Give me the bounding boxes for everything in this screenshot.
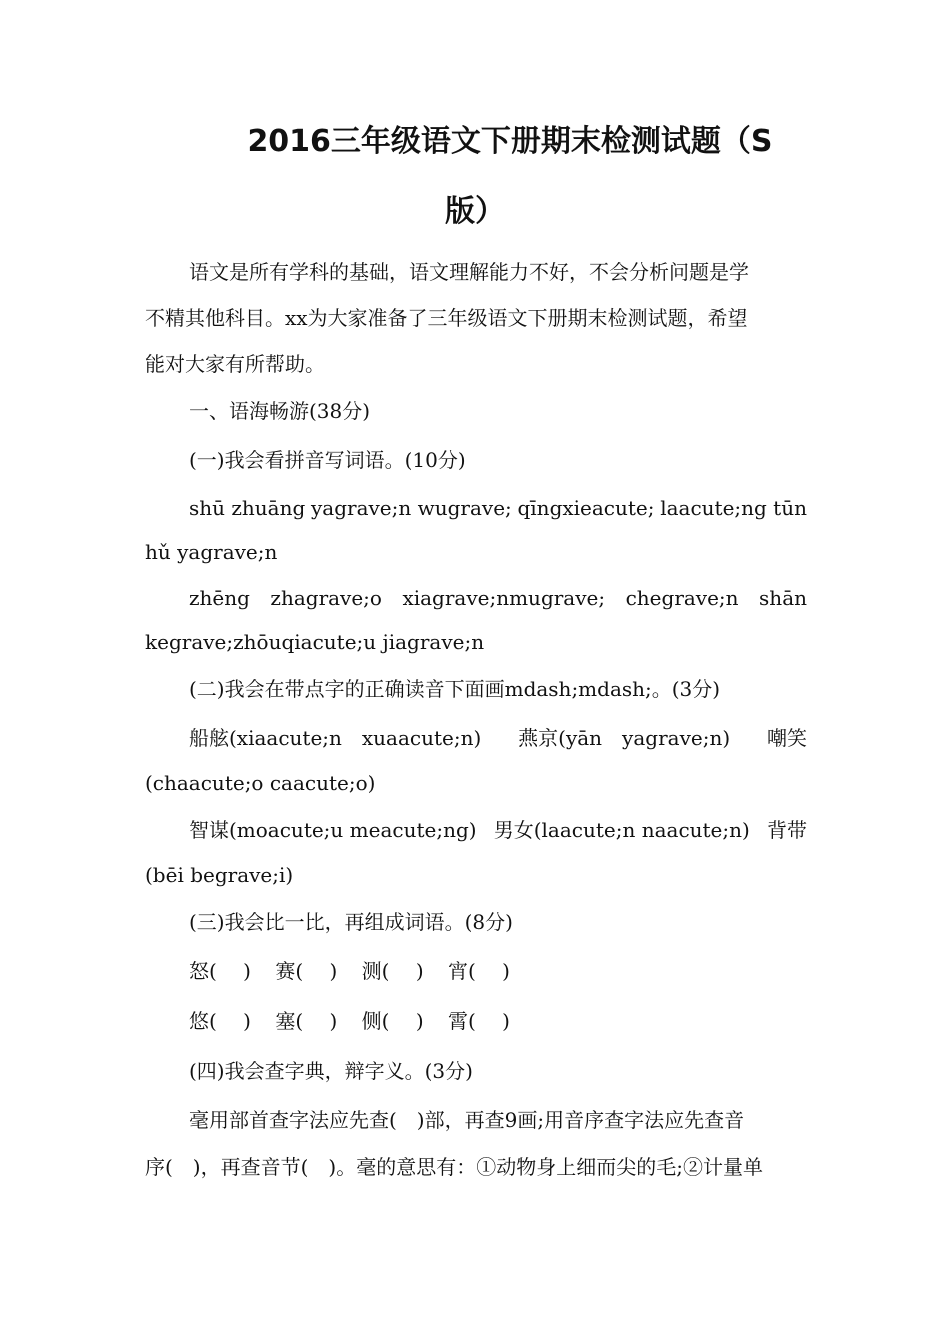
reading-item: 男女(laacute;n naacute;n): [493, 818, 750, 842]
question-4-line-2: 序( )，再查音节( )。毫的意思有：①动物身上细而尖的毛;②计量单: [145, 1155, 763, 1179]
section-heading: 一、语海畅游(38分): [189, 399, 371, 423]
pinyin-item: yagrave;n wugrave;: [311, 496, 512, 520]
compare-item: 侧( ): [361, 1009, 424, 1033]
pinyin-row-1: [189, 494, 807, 522]
compare-item: 怒( ): [189, 959, 251, 983]
pinyin-item: shū zhuāng: [189, 496, 306, 520]
question-4-line-1: 毫用部首查字法应先查( )部，再查9画;用音序查字法应先查音: [189, 1108, 745, 1132]
document-title-line-1: 2016三年级语文下册期末检测试题（S: [247, 124, 773, 159]
compare-item: 测( ): [361, 959, 424, 983]
compare-item: 悠( ): [189, 1009, 251, 1033]
question-1-heading: (一)我会看拼音写词语。(10分): [189, 448, 466, 472]
question-2-heading: (二)我会在带点字的正确读音下面画mdash;mdash;。(3分): [189, 677, 721, 701]
pinyin-row-1-continued: hǔ yagrave;n: [145, 540, 278, 564]
reading-item: 背带: [766, 818, 807, 842]
reading-item: 燕京(yān yagrave;n): [518, 726, 731, 750]
pinyin-item: zhagrave;o: [270, 586, 382, 610]
question-4-heading: (四)我会查字典，辩字义。(3分): [189, 1059, 473, 1083]
reading-item: 智谋(moacute;u meacute;ng): [189, 818, 477, 842]
question-3-heading: (三)我会比一比，再组成词语。(8分): [189, 910, 513, 934]
reading-row-2: [189, 816, 807, 844]
reading-row-2-continued: (bēi begrave;i): [145, 863, 294, 887]
pinyin-item: chegrave;n: [625, 586, 739, 610]
compare-item: 宵( ): [447, 959, 510, 983]
intro-line-3: 能对大家有所帮助。: [145, 352, 325, 376]
pinyin-item: xiagrave;nmugrave;: [402, 586, 606, 610]
pinyin-item: zhēng: [189, 586, 250, 610]
pinyin-item: shān: [759, 586, 807, 610]
pinyin-row-2: [189, 584, 807, 612]
pinyin-row-2-continued: kegrave;zhōuqiacute;u jiagrave;n: [145, 630, 485, 654]
compare-row-1: [189, 957, 807, 985]
reading-item: 嘲笑: [767, 726, 807, 750]
reading-row-1: [189, 724, 807, 752]
compare-item: 赛( ): [275, 959, 338, 983]
pinyin-item: qīngxieacute;: [517, 496, 655, 520]
compare-row-2: [189, 1007, 807, 1035]
reading-item: 船舷(xiaacute;n xuaacute;n): [189, 726, 482, 750]
compare-item: 霄( ): [447, 1009, 510, 1033]
compare-item: 塞( ): [275, 1009, 338, 1033]
reading-row-1-continued: (chaacute;o caacute;o): [145, 771, 376, 795]
document-title-line-2: 版）: [445, 194, 505, 229]
pinyin-item: laacute;ng tūn: [660, 496, 807, 520]
intro-line-1: 语文是所有学科的基础，语文理解能力不好，不会分析问题是学: [189, 260, 749, 284]
intro-line-2: 不精其他科目。xx为大家准备了三年级语文下册期末检测试题，希望: [145, 306, 748, 330]
